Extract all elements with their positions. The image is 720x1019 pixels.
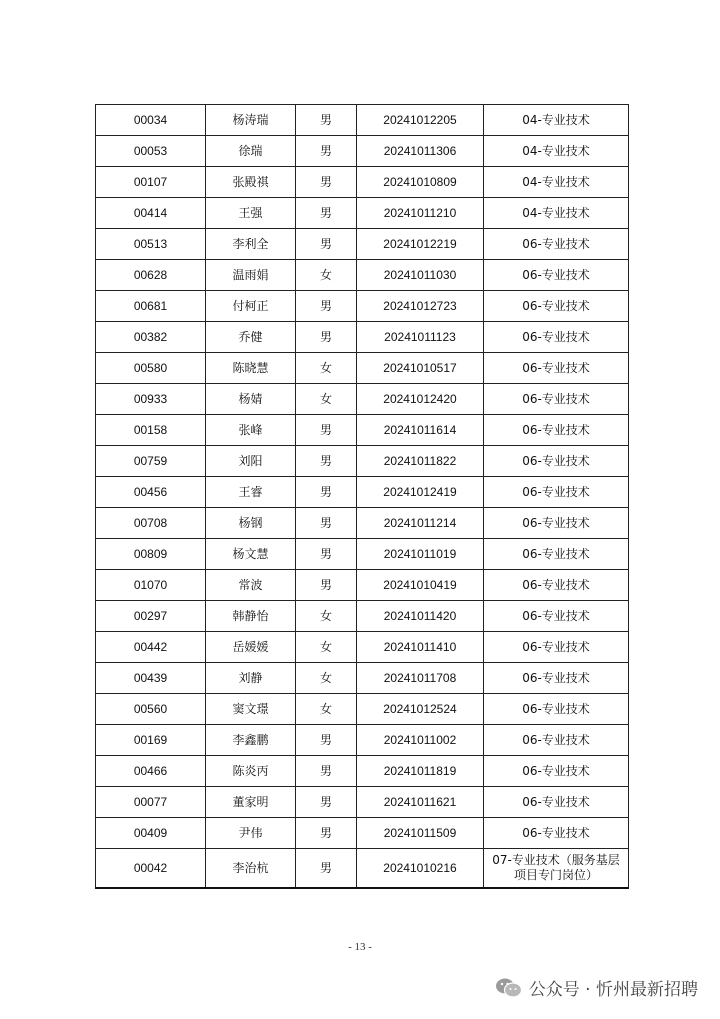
table-row	[96, 229, 629, 260]
cell-gender: 男	[296, 508, 357, 539]
cell-exam-number: 20241011708	[357, 663, 484, 694]
cell-position: 06-专业技术	[484, 229, 629, 260]
cell-position: 06-专业技术	[484, 756, 629, 787]
cell-id: 00414	[96, 198, 206, 229]
cell-gender: 男	[296, 136, 357, 167]
cell-gender: 男	[296, 229, 357, 260]
cell-position: 06-专业技术	[484, 601, 629, 632]
table-row	[96, 291, 629, 322]
cell-exam-number: 20241011030	[357, 260, 484, 291]
table-row	[96, 260, 629, 291]
cell-gender: 男	[296, 787, 357, 818]
cell-name: 乔健	[206, 322, 296, 353]
cell-id: 01070	[96, 570, 206, 601]
cell-name: 刘阳	[206, 446, 296, 477]
table-row	[96, 849, 629, 889]
cell-gender: 男	[296, 198, 357, 229]
cell-name: 杨钢	[206, 508, 296, 539]
cell-name: 窦文璟	[206, 694, 296, 725]
cell-name: 李利全	[206, 229, 296, 260]
cell-name: 陈炎丙	[206, 756, 296, 787]
cell-exam-number: 20241012524	[357, 694, 484, 725]
cell-name: 刘静	[206, 663, 296, 694]
cell-id: 00442	[96, 632, 206, 663]
cell-id: 00513	[96, 229, 206, 260]
cell-id: 00681	[96, 291, 206, 322]
cell-id: 00809	[96, 539, 206, 570]
cell-exam-number: 20241011214	[357, 508, 484, 539]
cell-gender: 男	[296, 477, 357, 508]
page-number: - 13 -	[348, 941, 372, 953]
cell-gender: 女	[296, 663, 357, 694]
cell-gender: 男	[296, 167, 357, 198]
cell-name: 张峰	[206, 415, 296, 446]
cell-position: 06-专业技术	[484, 787, 629, 818]
cell-id: 00759	[96, 446, 206, 477]
cell-gender: 男	[296, 291, 357, 322]
table-row	[96, 632, 629, 663]
cell-id: 00169	[96, 725, 206, 756]
table-row	[96, 384, 629, 415]
watermark-text: 公众号 · 忻州最新招聘	[528, 980, 698, 1000]
cell-exam-number: 20241012219	[357, 229, 484, 260]
table-row	[96, 446, 629, 477]
cell-position: 06-专业技术	[484, 508, 629, 539]
table-row	[96, 415, 629, 446]
cell-name: 尹伟	[206, 818, 296, 849]
cell-gender: 男	[296, 818, 357, 849]
cell-id: 00107	[96, 167, 206, 198]
cell-exam-number: 20241012205	[357, 105, 484, 136]
cell-position: 06-专业技术	[484, 260, 629, 291]
cell-id: 00708	[96, 508, 206, 539]
cell-name: 李治杭	[206, 849, 296, 889]
cell-gender: 男	[296, 725, 357, 756]
table-row	[96, 570, 629, 601]
table-row	[96, 725, 629, 756]
cell-name: 温雨娟	[206, 260, 296, 291]
cell-position: 06-专业技术	[484, 291, 629, 322]
cell-gender: 男	[296, 446, 357, 477]
cell-id: 00466	[96, 756, 206, 787]
cell-position: 06-专业技术	[484, 663, 629, 694]
cell-exam-number: 20241012419	[357, 477, 484, 508]
cell-exam-number: 20241011819	[357, 756, 484, 787]
cell-exam-number: 20241011210	[357, 198, 484, 229]
cell-exam-number: 20241011420	[357, 601, 484, 632]
cell-name: 陈晓慧	[206, 353, 296, 384]
cell-id: 00158	[96, 415, 206, 446]
table-row	[96, 105, 629, 136]
cell-id: 00580	[96, 353, 206, 384]
cell-exam-number: 20241011002	[357, 725, 484, 756]
table-row	[96, 136, 629, 167]
cell-gender: 女	[296, 601, 357, 632]
cell-name: 徐瑞	[206, 136, 296, 167]
cell-position: 07-专业技术（服务基层项目专门岗位）	[484, 849, 629, 889]
cell-exam-number: 20241010216	[357, 849, 484, 889]
cell-position: 06-专业技术	[484, 353, 629, 384]
cell-position: 04-专业技术	[484, 167, 629, 198]
cell-gender: 女	[296, 694, 357, 725]
cell-position: 06-专业技术	[484, 539, 629, 570]
candidate-table	[95, 104, 629, 889]
cell-gender: 女	[296, 632, 357, 663]
table-row	[96, 353, 629, 384]
cell-exam-number: 20241011019	[357, 539, 484, 570]
cell-exam-number: 20241011410	[357, 632, 484, 663]
cell-position: 06-专业技术	[484, 570, 629, 601]
cell-position: 06-专业技术	[484, 694, 629, 725]
cell-exam-number: 20241012723	[357, 291, 484, 322]
cell-id: 00409	[96, 818, 206, 849]
cell-id: 00933	[96, 384, 206, 415]
cell-position: 04-专业技术	[484, 105, 629, 136]
cell-exam-number: 20241012420	[357, 384, 484, 415]
cell-id: 00053	[96, 136, 206, 167]
cell-position: 06-专业技术	[484, 415, 629, 446]
cell-id: 00560	[96, 694, 206, 725]
cell-id: 00439	[96, 663, 206, 694]
cell-position: 06-专业技术	[484, 818, 629, 849]
cell-name: 杨涛瑞	[206, 105, 296, 136]
cell-position: 06-专业技术	[484, 446, 629, 477]
table-row	[96, 539, 629, 570]
cell-position: 04-专业技术	[484, 198, 629, 229]
cell-gender: 男	[296, 322, 357, 353]
table-row	[96, 787, 629, 818]
cell-id: 00382	[96, 322, 206, 353]
cell-position: 06-专业技术	[484, 632, 629, 663]
cell-name: 常波	[206, 570, 296, 601]
table-row	[96, 198, 629, 229]
table-row	[96, 601, 629, 632]
cell-gender: 男	[296, 539, 357, 570]
cell-position: 06-专业技术	[484, 384, 629, 415]
cell-exam-number: 20241010517	[357, 353, 484, 384]
table-row	[96, 818, 629, 849]
cell-name: 李鑫鹏	[206, 725, 296, 756]
cell-name: 杨文慧	[206, 539, 296, 570]
cell-gender: 男	[296, 105, 357, 136]
table-row	[96, 477, 629, 508]
watermark	[495, 975, 698, 1000]
cell-id: 00297	[96, 601, 206, 632]
cell-gender: 男	[296, 849, 357, 889]
table-body	[96, 105, 629, 889]
cell-exam-number: 20241011822	[357, 446, 484, 477]
cell-name: 王强	[206, 198, 296, 229]
cell-exam-number: 20241011509	[357, 818, 484, 849]
cell-gender: 女	[296, 353, 357, 384]
cell-exam-number: 20241010419	[357, 570, 484, 601]
table-row	[96, 508, 629, 539]
cell-name: 杨婧	[206, 384, 296, 415]
cell-position: 06-专业技术	[484, 322, 629, 353]
table-row	[96, 694, 629, 725]
wechat-icon	[495, 977, 523, 999]
cell-gender: 男	[296, 415, 357, 446]
cell-name: 王睿	[206, 477, 296, 508]
cell-exam-number: 20241011306	[357, 136, 484, 167]
cell-position: 06-专业技术	[484, 725, 629, 756]
cell-position: 06-专业技术	[484, 477, 629, 508]
cell-gender: 男	[296, 570, 357, 601]
cell-exam-number: 20241010809	[357, 167, 484, 198]
cell-id: 00077	[96, 787, 206, 818]
cell-gender: 女	[296, 384, 357, 415]
cell-exam-number: 20241011614	[357, 415, 484, 446]
table-row	[96, 167, 629, 198]
table-row	[96, 756, 629, 787]
cell-gender: 女	[296, 260, 357, 291]
cell-id: 00034	[96, 105, 206, 136]
cell-id: 00456	[96, 477, 206, 508]
cell-exam-number: 20241011123	[357, 322, 484, 353]
cell-id: 00042	[96, 849, 206, 889]
cell-name: 董家明	[206, 787, 296, 818]
table-row	[96, 322, 629, 353]
cell-gender: 男	[296, 756, 357, 787]
cell-name: 张殿祺	[206, 167, 296, 198]
table-row	[96, 663, 629, 694]
cell-name: 岳媛媛	[206, 632, 296, 663]
cell-id: 00628	[96, 260, 206, 291]
cell-name: 付柯正	[206, 291, 296, 322]
cell-name: 韩静怡	[206, 601, 296, 632]
cell-exam-number: 20241011621	[357, 787, 484, 818]
cell-position: 04-专业技术	[484, 136, 629, 167]
